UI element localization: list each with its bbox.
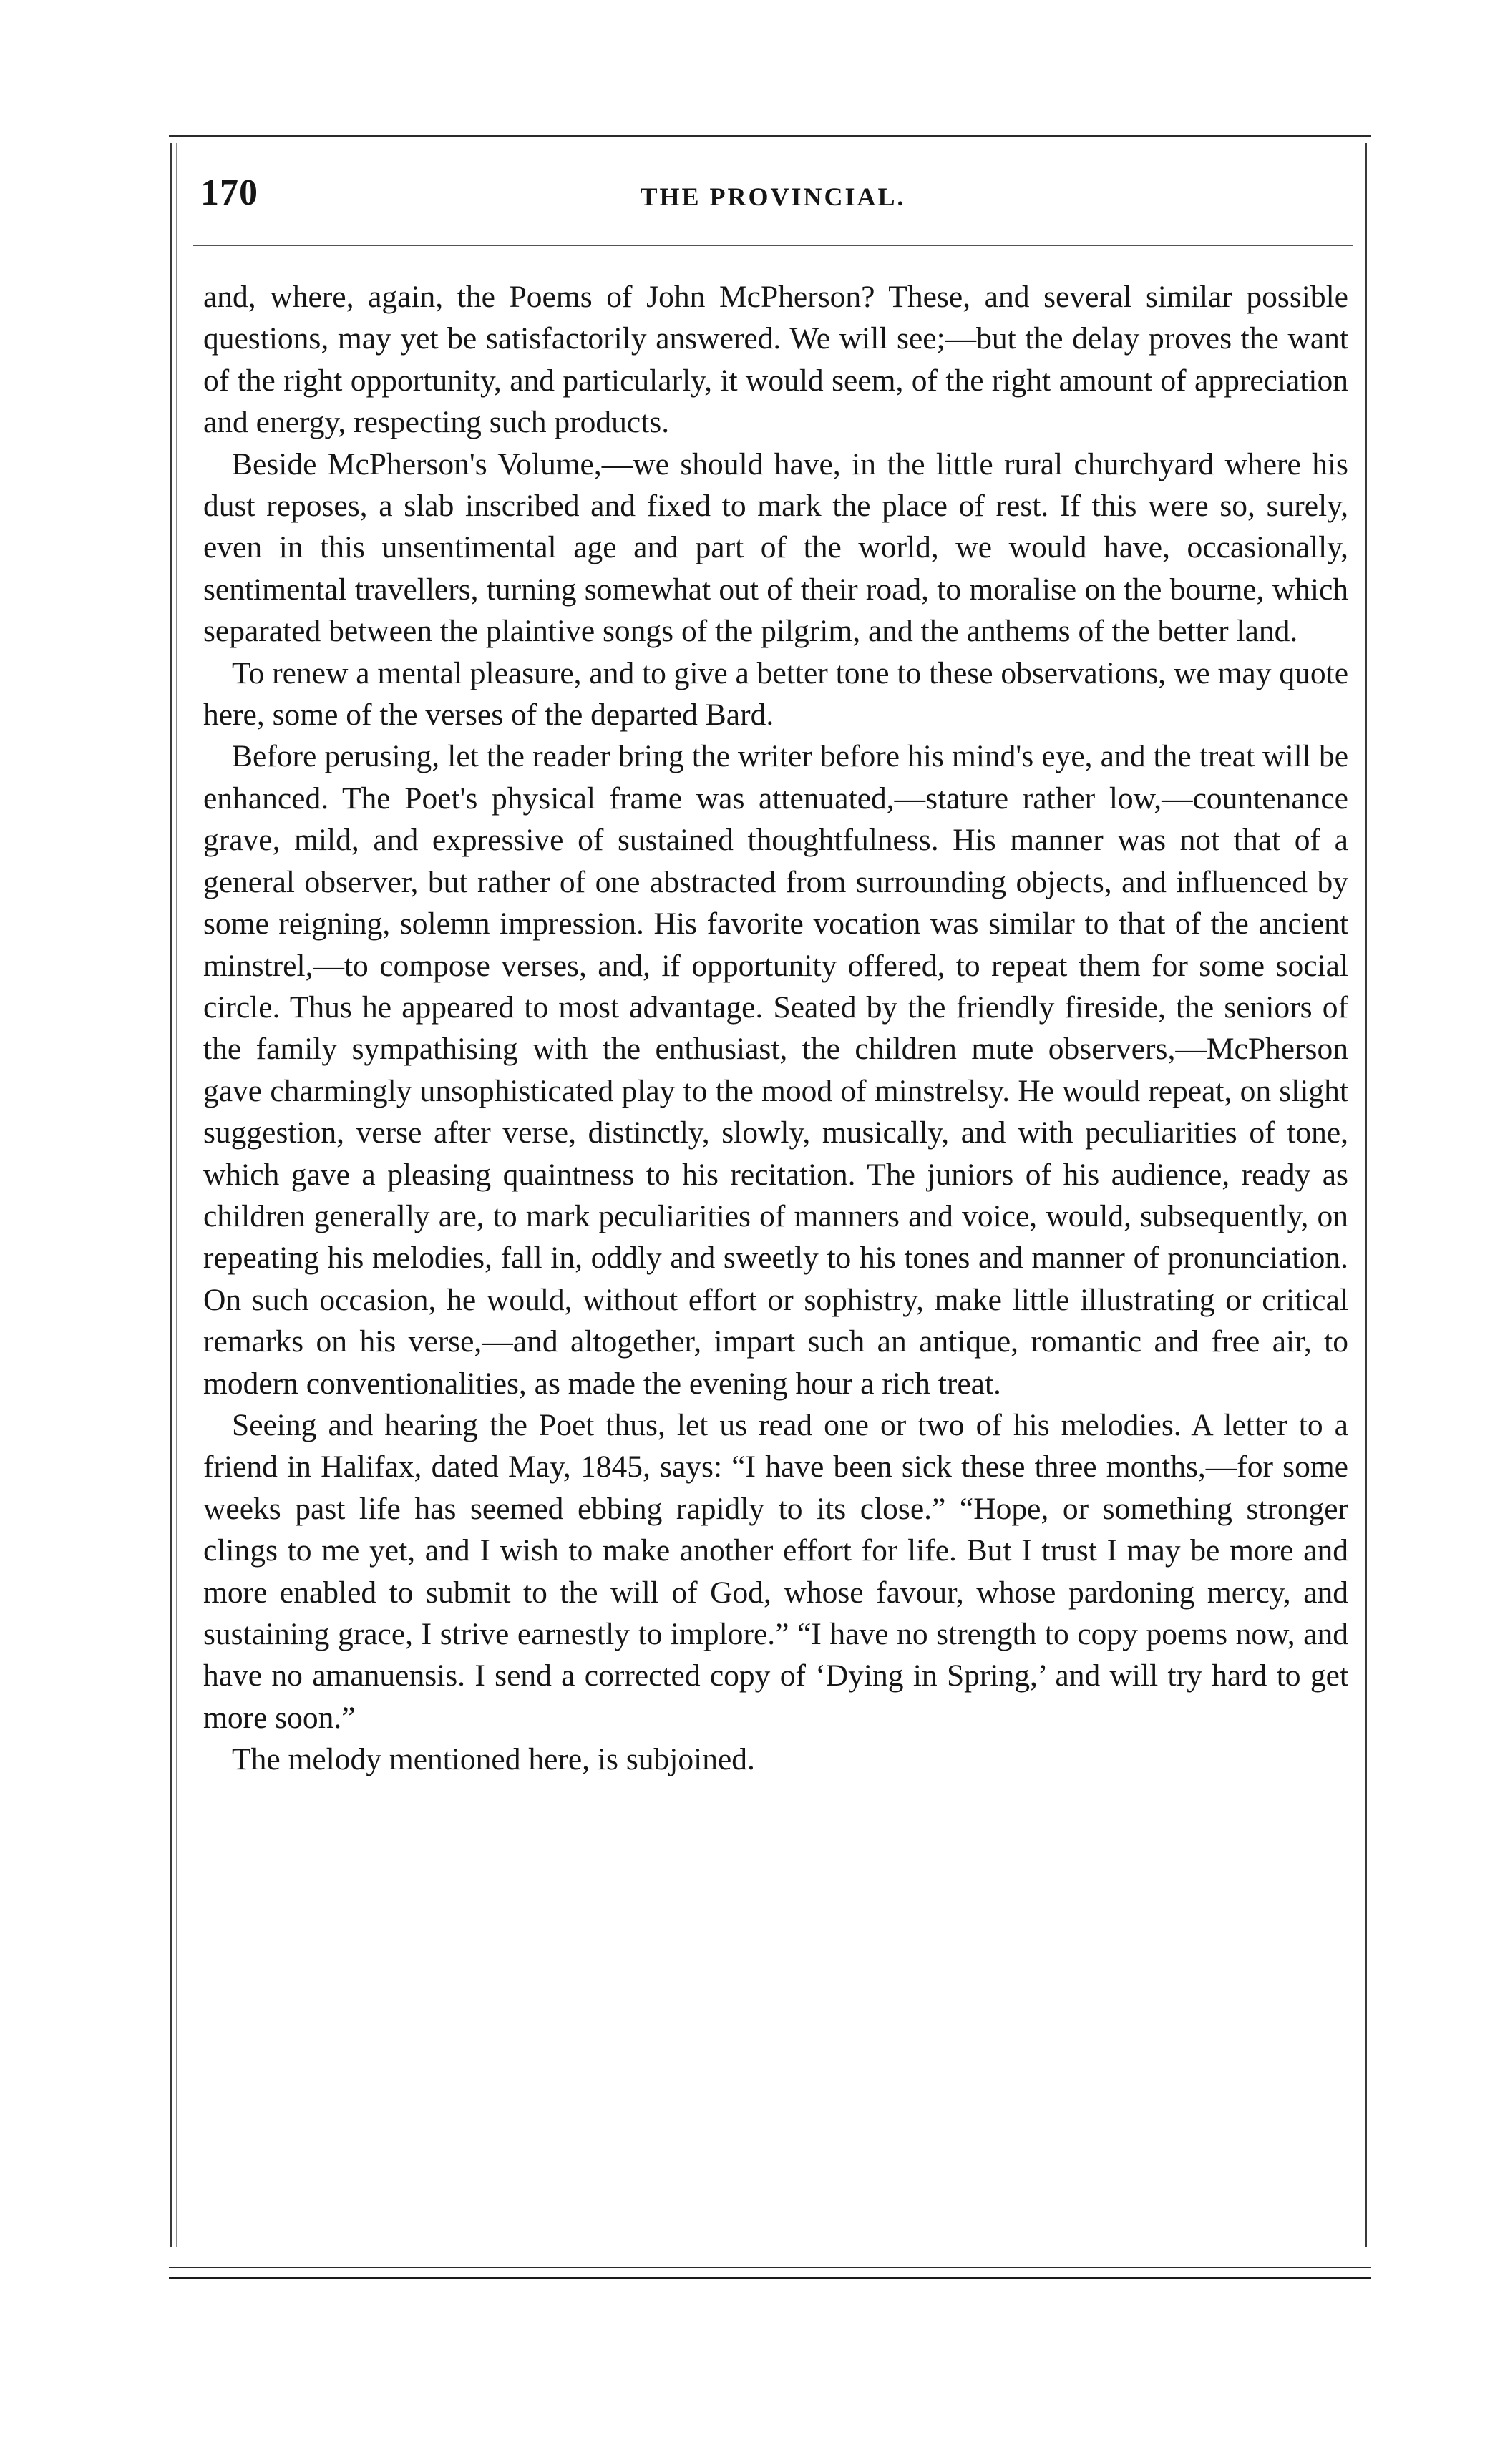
left-border-rule-thin: [176, 143, 177, 2247]
top-border-rule: [169, 135, 1371, 137]
page-header: [200, 172, 1345, 236]
paragraph: Before perusing, let the reader bring the writer before his mind's eye, and the treat will be enhanced. The Poet's physical frame was attenuated,—stature rather low,—countenance grave, mild, and expressive of sustained thoughtfulness. His manner was not that of a general observer, but rather of one abstracted from surrounding objects, and influenced by some reigning, solemn impression. His favorite vocation was similar to that of the ancient minstrel,—to compose verses, and, if opportunity offered, to repeat them for some social circle. Thus he appeared to most advantage. Seated by the friendly fireside, the seniors of the family sympathising with the enthusiast, the children mute observers,—McPherson gave charmingly unsophisticated play to the mood of minstrelsy. He would repeat, on slight suggestion, verse after verse, distinctly, slowly, musically, and with peculiarities of tone, which gave a pleasing quaintness to his recitation. The juniors of his audience, ready as children generally are, to mark peculiarities of manners and voice, would, subsequently, on repeating his melodies, fall in, oddly and sweetly to his tones and manner of pronunciation. On such occasion, he would, without effort or sophistry, make little illustrating or critical remarks on his verse,—and altogether, impart such an antique, romantic and free air, to modern conventionalities, as made the evening hour a rich treat.: [203, 739, 1348, 1401]
paragraph: Beside McPherson's Volume,—we should have, in the little rural churchyard where his dust reposes, a slab inscribed and fixed to mark the place of rest. If this were so, surely, even in this unsentimental age and part of the world, we would have, occasionally, sentimental travellers, turning somewhat out of their road, to moralise on the bourne, which separated between the plaintive songs of the pilgrim, and the anthems of the better land.: [203, 446, 1348, 649]
running-head: THE PROVINCIAL.: [640, 182, 906, 211]
body-text: [203, 276, 1348, 1781]
paragraph: and, where, again, the Poems of John McPherson? These, and several similar possible questions, may yet be satisfactorily answered. We will see;—but the delay proves the want of the right opportunity, and particularly, it would seem, of the right amount of appreciation and energy, respecting such products.: [203, 280, 1348, 440]
paragraph: The melody mentioned here, is subjoined.: [232, 1742, 755, 1777]
header-rule: [193, 245, 1353, 246]
paragraph: To renew a mental pleasure, and to give a better tone to these observations, we may quote here, some of the verses of the departed Bard.: [203, 655, 1349, 733]
left-border-rule: [170, 143, 172, 2247]
right-border-rule: [1365, 143, 1367, 2247]
page-number: 170: [200, 172, 258, 213]
bottom-border-rule-thin: [169, 2267, 1371, 2268]
paragraph: Seeing and hearing the Poet thus, let us read one or two of his melodies. A letter to a friend in Halifax, dated May, 1845, says: “I have been sick these three months,—for some weeks past life has seemed ebbing rapidly to its close.” “Hope, or something stronger clings to me yet, and I wish to make another effort for life. But I trust I may be more and more enabled to submit to the will of God, whose favour, whose pardoning mercy, and sustaining grace, I strive earnestly to implore.” “I have no strength to copy poems now, and have no amanuensis. I send a corrected copy of ‘Dying in Spring,’ and will try hard to get more soon.”: [203, 1407, 1348, 1735]
bottom-border-rule: [169, 2277, 1371, 2279]
